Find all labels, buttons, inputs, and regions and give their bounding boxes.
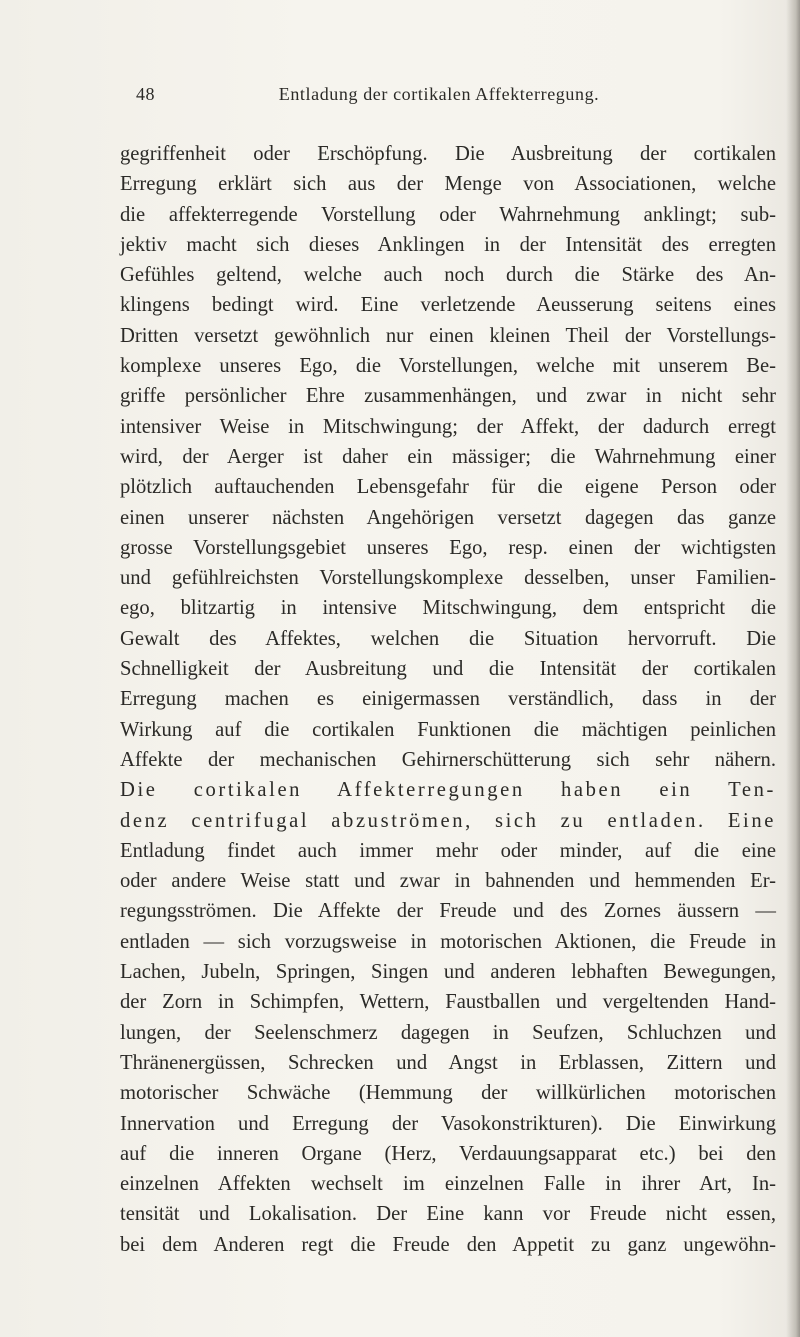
text-line: plötzlich auftauchenden Lebensgefahr für die eigene Person oder — [120, 476, 776, 499]
page-header — [136, 84, 742, 114]
page-number: 48 — [136, 84, 155, 104]
text-line: komplexe unseres Ego, die Vorstellungen, welche mit unserem Be- — [120, 355, 776, 378]
text-line: oder andere Weise statt und zwar in bahnenden und hemmenden Er- — [120, 870, 776, 893]
text-line: Gewalt des Affektes, welchen die Situation hervorruft. Die — [120, 627, 776, 650]
text-line: Affekte der mechanischen Gehirnerschütterung sich sehr nähern. — [120, 748, 776, 771]
text-line: gegriffenheit oder Erschöpfung. Die Ausbreitung der cortikalen — [120, 143, 776, 165]
text-line: griffe persönlicher Ehre zusammenhängen, und zwar in nicht sehr — [120, 385, 776, 408]
text-line: grosse Vorstellungsgebiet unseres Ego, resp. einen der wichtigsten — [120, 536, 776, 559]
text-line: einen unserer nächsten Angehörigen versetzt dagegen das ganze — [120, 506, 776, 529]
text-line: Erregung erklärt sich aus der Menge von Associationen, welche — [120, 173, 776, 196]
text-line: Wirkung auf die cortikalen Funktionen die mächtigen peinlichen — [120, 718, 776, 741]
text-line: klingens bedingt wird. Eine verletzende Aeusserung seitens eines — [120, 294, 776, 317]
text-line: Lachen, Jubeln, Springen, Singen und anderen lebhaften Bewegungen, — [120, 961, 776, 984]
body-text — [120, 139, 776, 1260]
text-line: Thränenergüssen, Schrecken und Angst in Erblassen, Zittern und — [120, 1051, 776, 1074]
text-line: auf die inneren Organe (Herz, Verdauungsapparat etc.) bei den — [120, 1142, 776, 1165]
emphasized-text-line: Die cortikalen Affekterregungen haben ein Ten- — [120, 779, 776, 802]
text-line: die affekterregende Vorstellung oder Wahrnehmung anklingt; sub- — [120, 203, 776, 226]
text-line: motorischer Schwäche (Hemmung der willkürlichen motorischen — [120, 1082, 776, 1105]
text-line: Gefühles geltend, welche auch noch durch die Stärke des An- — [120, 264, 776, 287]
text-line: einzelnen Affekten wechselt im einzelnen Falle in ihrer Art, In- — [120, 1173, 776, 1196]
text-line: intensiver Weise in Mitschwingung; der Affekt, der dadurch erregt — [120, 415, 776, 438]
text-line: und gefühlreichsten Vorstellungskomplexe desselben, unser Familien- — [120, 567, 776, 590]
text-line: Dritten versetzt gewöhnlich nur einen kleinen Theil der Vorstellungs- — [120, 324, 776, 347]
text-line: Entladung findet auch immer mehr oder minder, auf die eine — [120, 839, 776, 862]
text-line: regungsströmen. Die Affekte der Freude und des Zornes äussern — — [120, 900, 776, 923]
text-line: tensität und Lokalisation. Der Eine kann vor Freude nicht essen, — [120, 1203, 776, 1226]
text-line: wird, der Aerger ist daher ein mässiger; die Wahrnehmung einer — [120, 445, 776, 468]
text-line: jektiv macht sich dieses Anklingen in der Intensität des erregten — [120, 233, 776, 256]
text-line: Erregung machen es einigermassen verständlich, dass in der — [120, 688, 776, 711]
text-line: der Zorn in Schimpfen, Wettern, Faustballen und vergeltenden Hand- — [120, 991, 776, 1014]
running-title: Entladung der cortikalen Affekterregung. — [278, 84, 600, 104]
text-line: Schnelligkeit der Ausbreitung und die Intensität der cortikalen — [120, 658, 776, 681]
emphasized-text-line: denz centrifugal abzuströmen, sich zu entladen. Eine — [120, 809, 776, 832]
text-line: Innervation und Erregung der Vasokonstrikturen). Die Einwirkung — [120, 1112, 776, 1135]
text-line: ego, blitzartig in intensive Mitschwingung, dem entspricht die — [120, 597, 776, 620]
text-line: entladen — sich vorzugsweise in motorischen Aktionen, die Freude in — [120, 930, 776, 953]
page-edge-shadow — [786, 0, 800, 1337]
text-line: lungen, der Seelenschmerz dagegen in Seufzen, Schluchzen und — [120, 1021, 776, 1044]
text-line: bei dem Anderen regt die Freude den Appetit zu ganz ungewöhn- — [120, 1233, 776, 1256]
